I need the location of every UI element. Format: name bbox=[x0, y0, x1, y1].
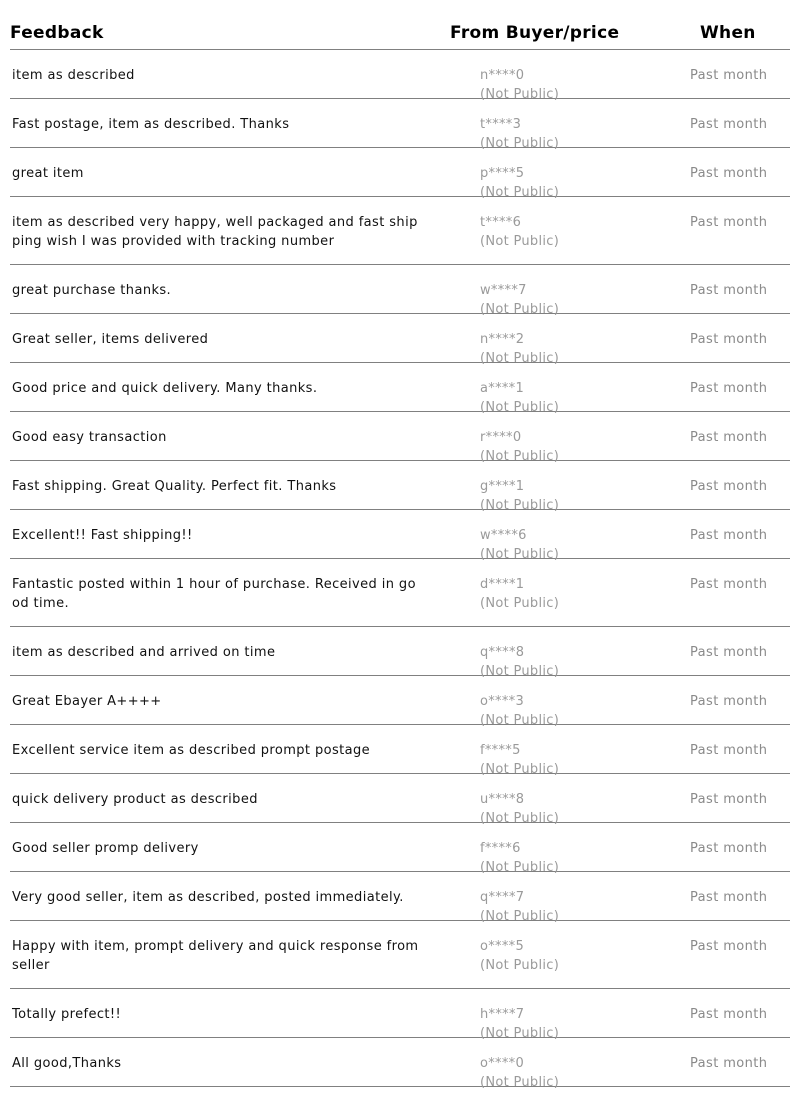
buyer-id: t****6 bbox=[480, 215, 522, 230]
buyer-id: w****6 bbox=[480, 528, 527, 543]
feedback-text: Excellent service item as described prompt postage bbox=[12, 743, 371, 758]
buyer-id: q****8 bbox=[480, 645, 525, 660]
table-row bbox=[10, 510, 790, 562]
buyer-privacy: (Not Public) bbox=[480, 958, 560, 973]
buyer-privacy: (Not Public) bbox=[480, 860, 560, 875]
buyer-id: f****6 bbox=[480, 841, 521, 856]
buyer-privacy: (Not Public) bbox=[480, 498, 560, 513]
buyer-privacy: (Not Public) bbox=[480, 1026, 560, 1041]
feedback-when: Past month bbox=[690, 68, 768, 83]
feedback-when: Past month bbox=[690, 381, 768, 396]
feedback-when: Past month bbox=[690, 939, 768, 954]
feedback-table bbox=[10, 0, 790, 1090]
buyer-id: a****1 bbox=[480, 381, 525, 396]
buyer-privacy: (Not Public) bbox=[480, 400, 560, 415]
buyer-cell bbox=[480, 937, 559, 975]
feedback-when: Past month bbox=[690, 479, 768, 494]
feedback-when: Past month bbox=[690, 430, 768, 445]
feedback-text: Happy with item, prompt delivery and quick response from seller bbox=[12, 939, 419, 973]
column-header-feedback: Feedback bbox=[10, 23, 104, 43]
feedback-when: Past month bbox=[690, 528, 768, 543]
buyer-id: u****8 bbox=[480, 792, 525, 807]
feedback-text: item as described very happy, well packaged and fast ship ping wish I was provided with tracking number bbox=[12, 215, 418, 249]
feedback-when: Past month bbox=[690, 890, 768, 905]
buyer-id: r****0 bbox=[480, 430, 522, 445]
buyer-cell bbox=[480, 1054, 559, 1092]
buyer-id: o****5 bbox=[480, 939, 525, 954]
feedback-when: Past month bbox=[690, 1056, 768, 1071]
table-row bbox=[10, 265, 790, 317]
buyer-privacy: (Not Public) bbox=[480, 664, 560, 679]
table-row bbox=[10, 461, 790, 513]
table-row bbox=[10, 774, 790, 826]
buyer-privacy: (Not Public) bbox=[480, 449, 560, 464]
buyer-id: h****7 bbox=[480, 1007, 525, 1022]
feedback-text: All good,Thanks bbox=[12, 1056, 122, 1071]
buyer-privacy: (Not Public) bbox=[480, 596, 560, 611]
feedback-when: Past month bbox=[690, 283, 768, 298]
feedback-when: Past month bbox=[690, 841, 768, 856]
feedback-when: Past month bbox=[690, 645, 768, 660]
feedback-when: Past month bbox=[690, 215, 768, 230]
buyer-privacy: (Not Public) bbox=[480, 713, 560, 728]
feedback-text: Fast shipping. Great Quality. Perfect fit. Thanks bbox=[12, 479, 337, 494]
column-header-buyer: From Buyer/price bbox=[450, 23, 620, 43]
buyer-id: f****5 bbox=[480, 743, 521, 758]
feedback-text: Good seller promp delivery bbox=[12, 841, 199, 856]
feedback-text: Great Ebayer A++++ bbox=[12, 694, 162, 709]
table-row bbox=[10, 823, 790, 875]
buyer-id: n****2 bbox=[480, 332, 525, 347]
buyer-privacy: (Not Public) bbox=[480, 302, 560, 317]
feedback-text: Good price and quick delivery. Many thanks. bbox=[12, 381, 318, 396]
table-row bbox=[10, 872, 790, 924]
buyer-privacy: (Not Public) bbox=[480, 811, 560, 826]
table-row bbox=[10, 989, 790, 1041]
table-header bbox=[10, 0, 790, 50]
buyer-id: g****1 bbox=[480, 479, 525, 494]
table-row bbox=[10, 99, 790, 151]
table-row bbox=[10, 412, 790, 464]
buyer-id: q****7 bbox=[480, 890, 525, 905]
feedback-when: Past month bbox=[690, 117, 768, 132]
feedback-text: Totally prefect!! bbox=[12, 1007, 122, 1022]
feedback-when: Past month bbox=[690, 792, 768, 807]
buyer-cell bbox=[480, 213, 559, 251]
buyer-privacy: (Not Public) bbox=[480, 1075, 560, 1090]
table-row bbox=[10, 363, 790, 415]
feedback-text: Very good seller, item as described, posted immediately. bbox=[12, 890, 404, 905]
table-row bbox=[10, 559, 790, 627]
table-row bbox=[10, 627, 790, 679]
feedback-when: Past month bbox=[690, 743, 768, 758]
column-header-when: When bbox=[700, 23, 756, 43]
feedback-when: Past month bbox=[690, 694, 768, 709]
feedback-text: Great seller, items delivered bbox=[12, 332, 209, 347]
buyer-id: p****5 bbox=[480, 166, 525, 181]
table-row bbox=[10, 921, 790, 989]
buyer-privacy: (Not Public) bbox=[480, 762, 560, 777]
feedback-text: Fast postage, item as described. Thanks bbox=[12, 117, 290, 132]
feedback-when: Past month bbox=[690, 166, 768, 181]
table-row bbox=[10, 148, 790, 200]
buyer-id: t****3 bbox=[480, 117, 522, 132]
buyer-privacy: (Not Public) bbox=[480, 547, 560, 562]
table-row bbox=[10, 314, 790, 366]
buyer-privacy: (Not Public) bbox=[480, 185, 560, 200]
buyer-privacy: (Not Public) bbox=[480, 136, 560, 151]
table-row bbox=[10, 725, 790, 777]
table-row bbox=[10, 197, 790, 265]
buyer-id: o****3 bbox=[480, 694, 525, 709]
table-row bbox=[10, 50, 790, 102]
feedback-text: Fantastic posted within 1 hour of purchase. Received in go od time. bbox=[12, 577, 416, 611]
table-row bbox=[10, 1038, 790, 1090]
feedback-text: item as described bbox=[12, 68, 135, 83]
feedback-when: Past month bbox=[690, 1007, 768, 1022]
feedback-text: great purchase thanks. bbox=[12, 283, 172, 298]
feedback-text: quick delivery product as described bbox=[12, 792, 258, 807]
buyer-privacy: (Not Public) bbox=[480, 909, 560, 924]
buyer-cell bbox=[480, 575, 559, 613]
buyer-privacy: (Not Public) bbox=[480, 87, 560, 102]
feedback-text: Good easy transaction bbox=[12, 430, 167, 445]
buyer-privacy: (Not Public) bbox=[480, 234, 560, 249]
buyer-id: d****1 bbox=[480, 577, 525, 592]
buyer-id: o****0 bbox=[480, 1056, 525, 1071]
buyer-privacy: (Not Public) bbox=[480, 351, 560, 366]
feedback-text: Excellent!! Fast shipping!! bbox=[12, 528, 193, 543]
feedback-when: Past month bbox=[690, 577, 768, 592]
feedback-text: item as described and arrived on time bbox=[12, 645, 276, 660]
buyer-id: w****7 bbox=[480, 283, 527, 298]
feedback-when: Past month bbox=[690, 332, 768, 347]
feedback-text: great item bbox=[12, 166, 84, 181]
buyer-id: n****0 bbox=[480, 68, 525, 83]
table-row bbox=[10, 676, 790, 728]
